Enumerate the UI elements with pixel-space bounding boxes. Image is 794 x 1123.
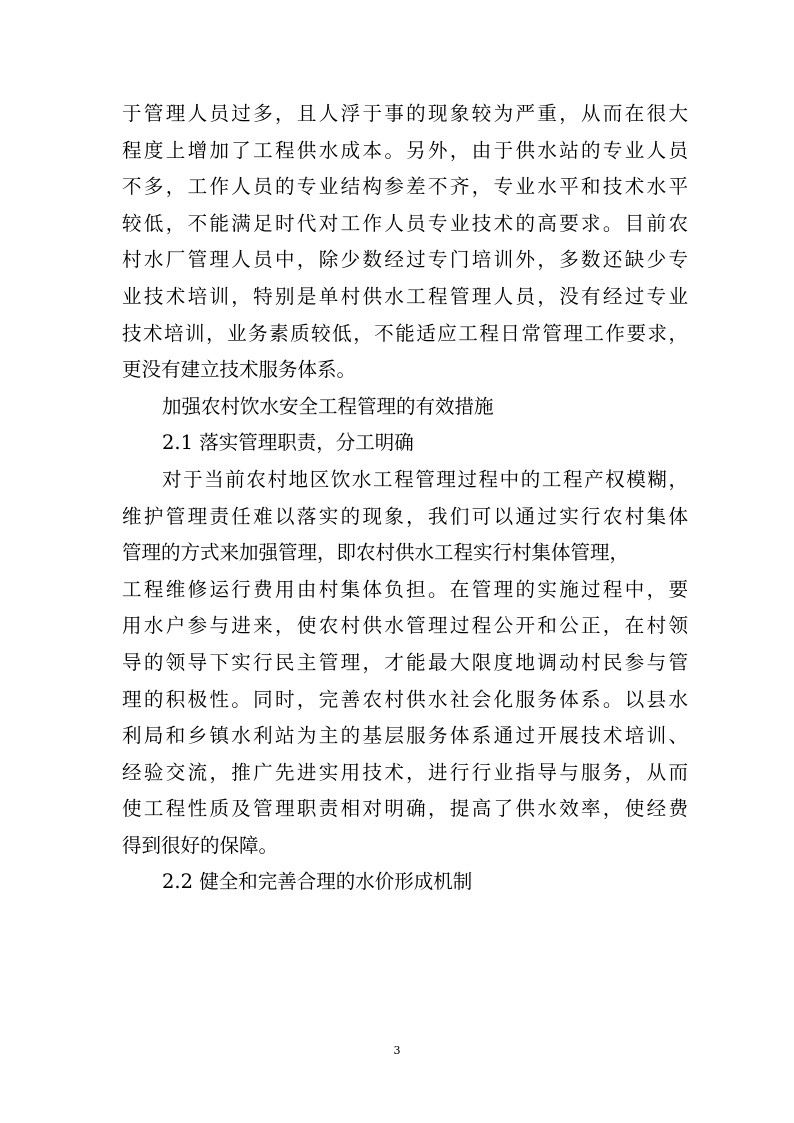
text-line: 更没有建立技术服务体系。 xyxy=(122,358,357,382)
text-line: 使工程性质及管理职责相对明确，提高了供水效率，使经费 xyxy=(122,797,688,821)
text-line: 村水厂管理人员中，除少数经过专门培训外，多数还缺少专 xyxy=(122,248,688,272)
text-line: 用水户参与进来，使农村供水管理过程公开和公正，在村领 xyxy=(122,614,688,638)
text-line: 维护管理责任难以落实的现象，我们可以通过实行农村集体 xyxy=(122,504,688,528)
text-line: 程度上增加了工程供水成本。另外，由于供水站的专业人员 xyxy=(122,138,688,162)
text-line: 工程维修运行费用由村集体负担。在管理的实施过程中，要 xyxy=(122,577,688,601)
subsection-heading: 2.2 健全和完善合理的水价形成机制 xyxy=(162,870,473,894)
text-line: 管理的方式来加强管理，即农村供水工程实行村集体管理， xyxy=(122,541,630,565)
text-line: 得到很好的保障。 xyxy=(122,833,279,857)
text-line: 对于当前农村地区饮水工程管理过程中的工程产权模糊， xyxy=(162,467,688,491)
text-line: 不多，工作人员的专业结构参差不齐，专业水平和技术水平 xyxy=(122,175,688,199)
body-paragraph xyxy=(122,462,688,865)
text-line: 利局和乡镇水利站为主的基层服务体系通过开展技术培训、 xyxy=(122,724,688,748)
body-paragraph xyxy=(122,96,688,389)
text-line: 技术培训，业务素质较低，不能适应工程日常管理工作要求， xyxy=(122,321,688,345)
text-line: 业技术培训，特别是单村供水工程管理人员，没有经过专业 xyxy=(122,284,688,308)
text-line: 理的积极性。同时，完善农村供水社会化服务体系。以县水 xyxy=(122,687,688,711)
page-body xyxy=(122,96,688,901)
text-line: 较低，不能满足时代对工作人员专业技术的高要求。目前农 xyxy=(122,211,688,235)
subsection-heading: 2.1 落实管理职责，分工明确 xyxy=(162,431,414,455)
text-line: 导的领导下实行民主管理，才能最大限度地调动村民参与管 xyxy=(122,650,688,674)
text-line: 于管理人员过多，且人浮于事的现象较为严重，从而在很大 xyxy=(122,102,688,125)
text-line: 经验交流，推广先进实用技术，进行行业指导与服务，从而 xyxy=(122,760,688,784)
page-number: 3 xyxy=(393,1044,401,1057)
section-heading: 加强农村饮水安全工程管理的有效措施 xyxy=(162,394,494,418)
